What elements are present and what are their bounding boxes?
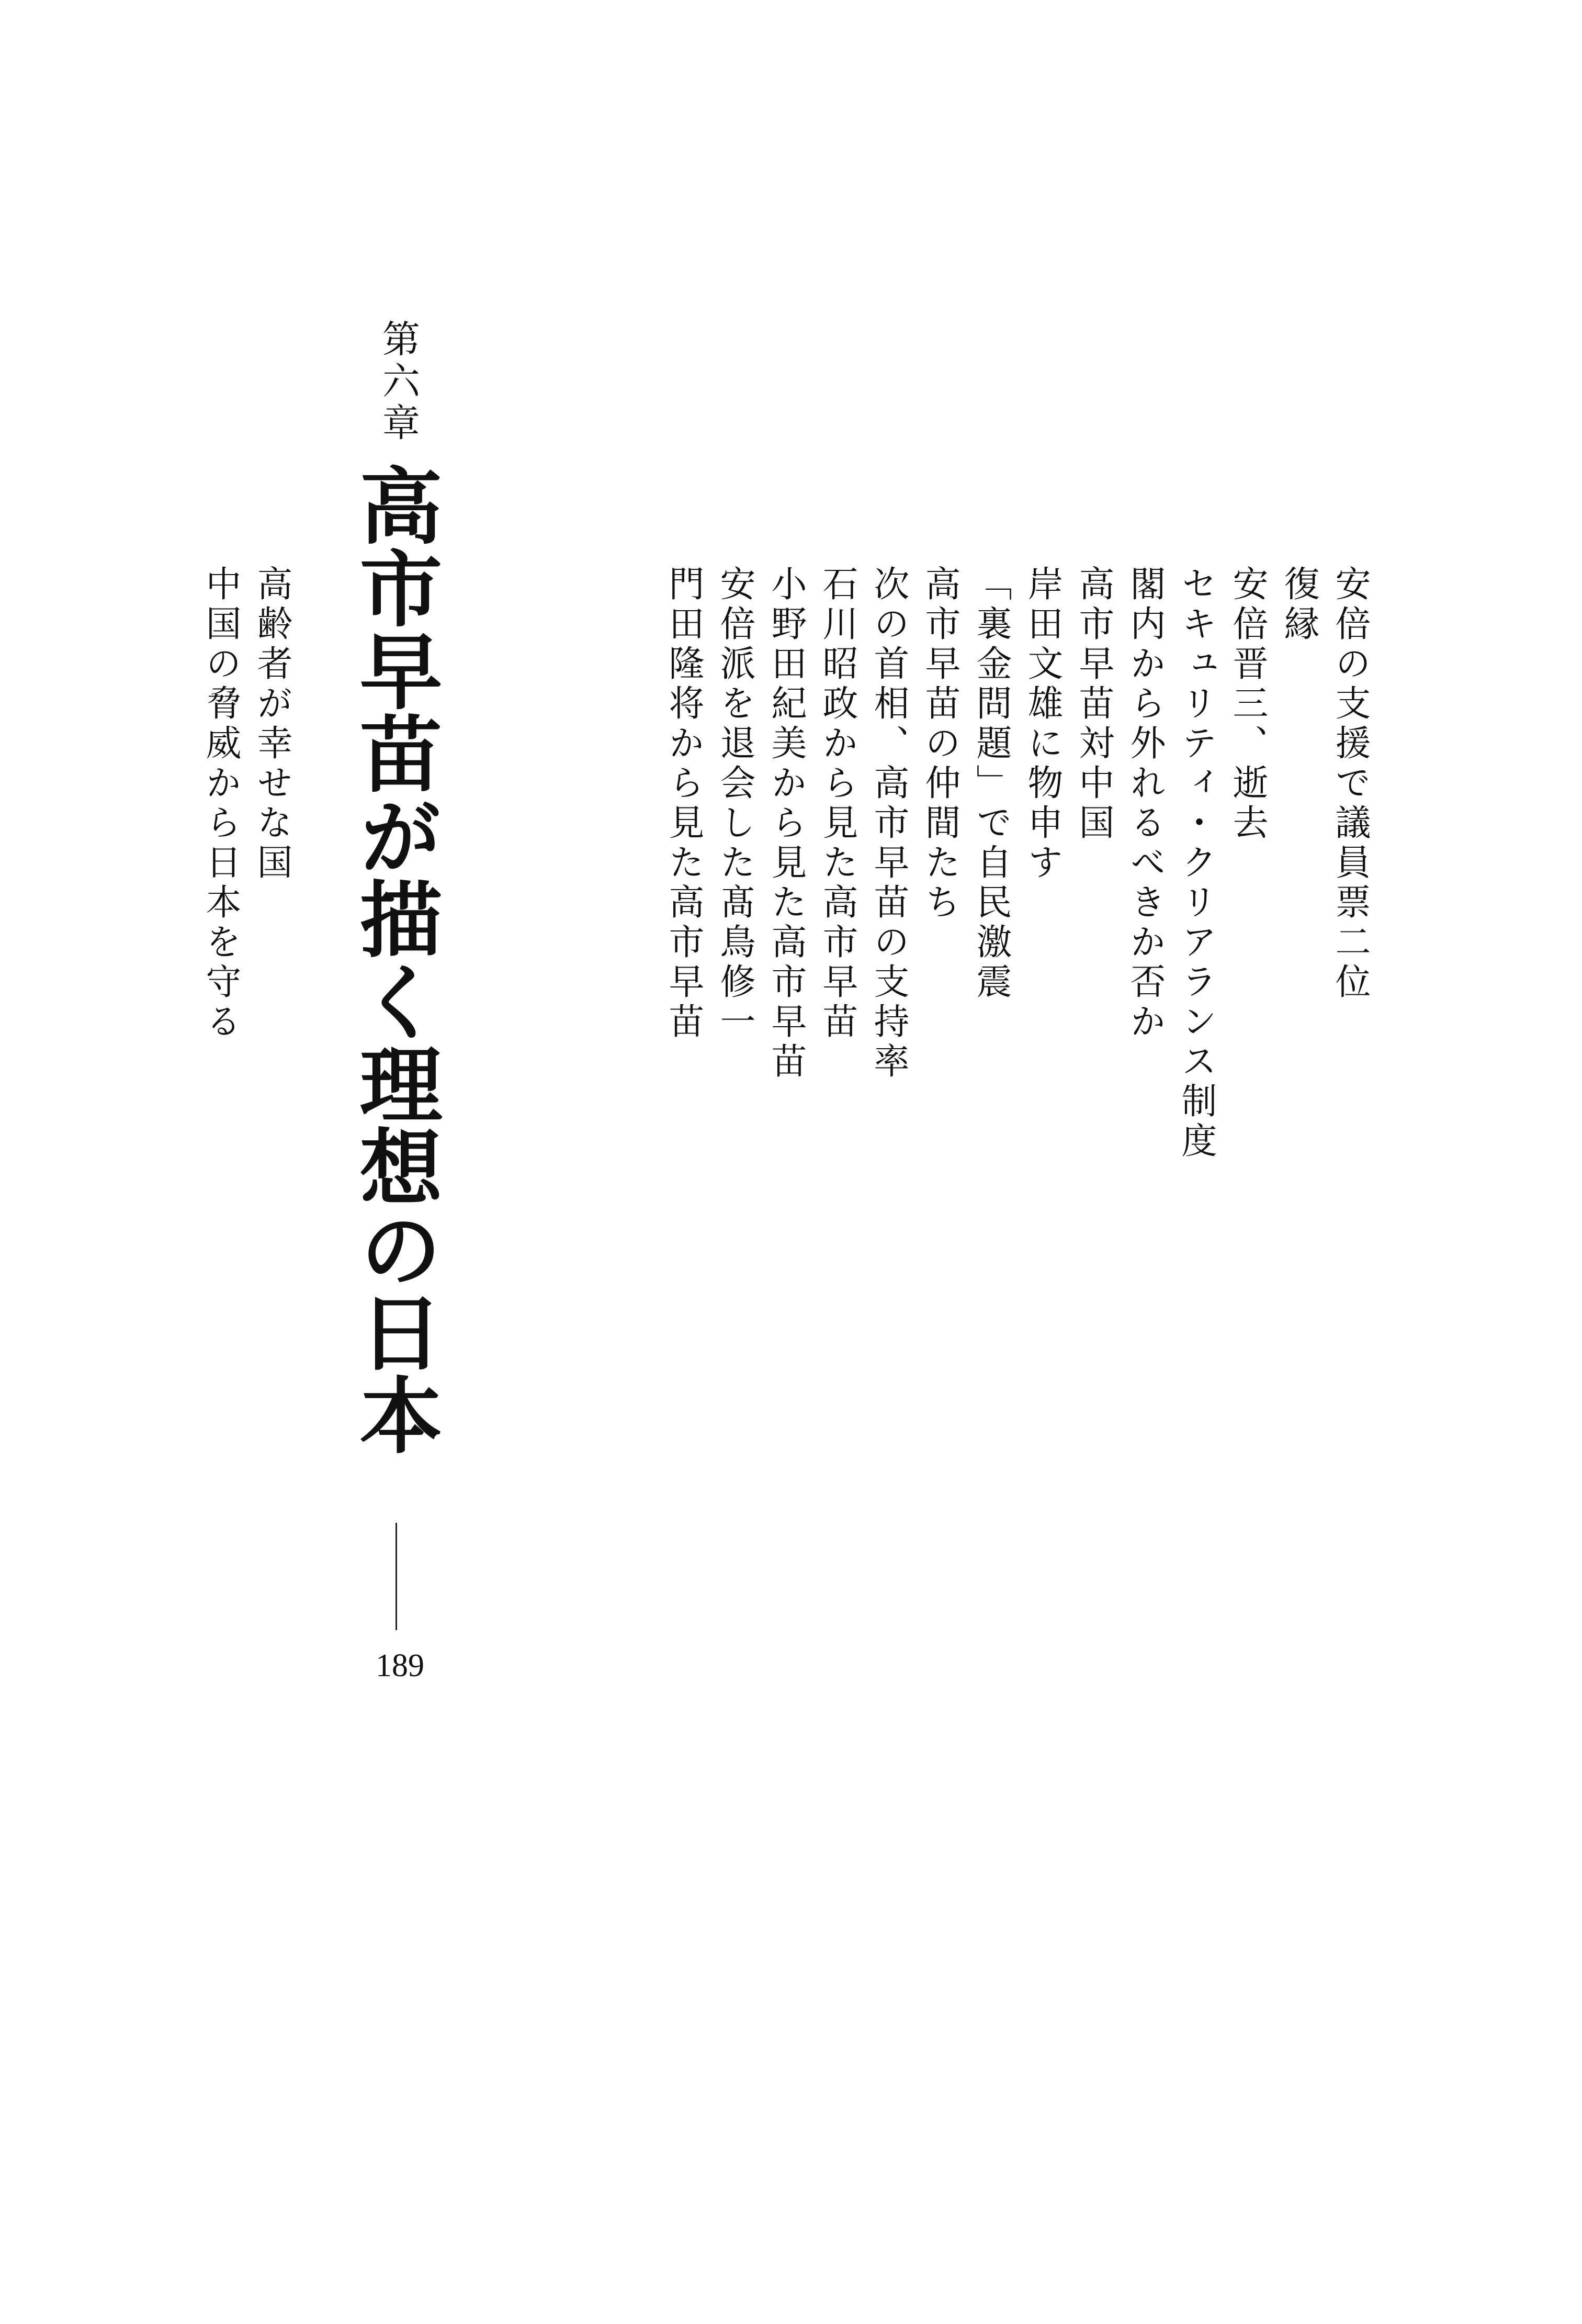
subsection-item: 高齢者が幸せな国 — [251, 565, 292, 883]
subsection-item: 中国の脅威から日本を守る — [200, 565, 241, 1042]
section-item: 閣内から外れるべきか否か — [1124, 565, 1166, 1042]
section-list — [658, 565, 1375, 1162]
chapter-label: 第六章 — [376, 319, 420, 445]
section-item: 小野田紀美から見た高市早苗 — [765, 565, 807, 1082]
page-number: 189 — [376, 1648, 424, 1683]
section-item: 安倍の支援で議員票二位 — [1329, 565, 1371, 1003]
section-item: 高市早苗対中国 — [1073, 565, 1114, 844]
section-item: 石川昭政から見た高市早苗 — [817, 565, 858, 1042]
section-item: 高市早苗の仲間たち — [919, 565, 960, 923]
section-item: 安倍派を退会した髙鳥修一 — [714, 565, 755, 1042]
section-item: 次の首相、高市早苗の支持率 — [868, 565, 909, 1082]
section-item: 門田隆将から見た高市早苗 — [663, 565, 704, 1042]
chapter-title: 高市早苗が描く理想の日本 — [346, 463, 443, 1455]
section-item: セキュリティ・クリアランス制度 — [1176, 565, 1217, 1162]
section-item: 岸田文雄に物申す — [1022, 565, 1063, 883]
section-item: 「裏金問題」で自民激震 — [970, 565, 1012, 1003]
title-divider-line — [396, 1523, 397, 1630]
section-item: 復縁 — [1278, 565, 1319, 645]
subsection-list — [195, 565, 297, 1042]
section-item: 安倍晋三、逝去 — [1227, 565, 1268, 844]
